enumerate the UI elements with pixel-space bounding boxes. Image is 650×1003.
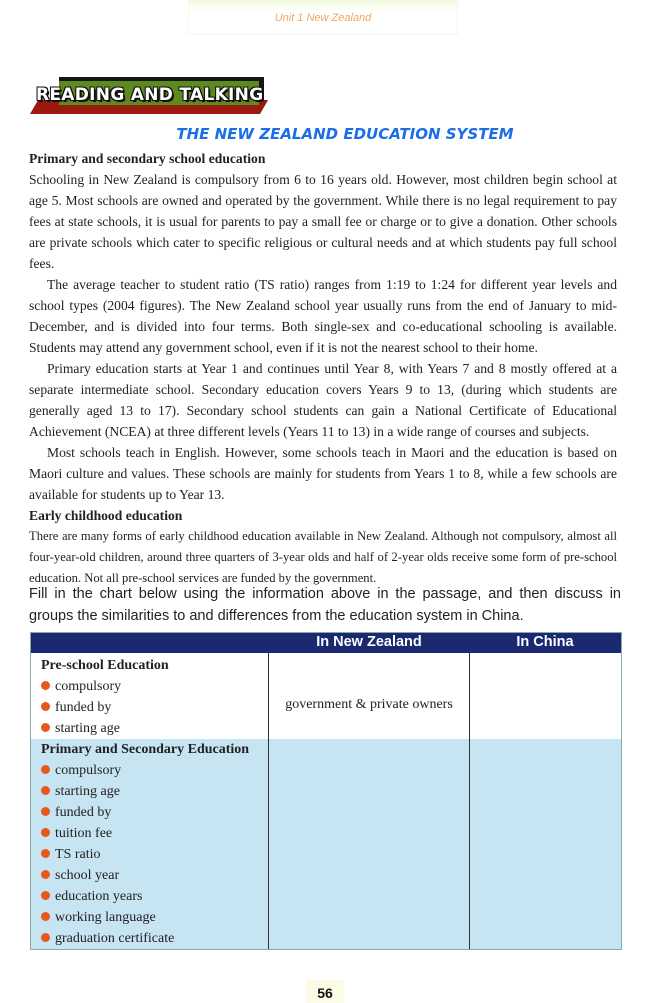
unit-title: Unit 1 New Zealand (274, 12, 372, 24)
paragraph: The average teacher to student ratio (TS ratio) ranges from 1:19 to 1:24 for different year levels and school types (2004 figures). The New Zealand school year usually runs from the end of January to mid-December, and is divided into four terms. Both single-sex and co-educational schooling is available. Students may attend any government school, even if it is not the nearest school to their home. (29, 277, 617, 355)
row-heading: Primary and Secondary Education (41, 742, 250, 757)
row-heading: Pre-school Education (41, 658, 169, 673)
table-row: working language (41, 907, 249, 928)
article-title: THE NEW ZEALAND EDUCATION SYSTEM (176, 125, 514, 143)
section-banner (24, 77, 300, 115)
unit-header (188, 0, 458, 35)
row-labels (41, 655, 249, 949)
column-header-china: In China (516, 634, 574, 650)
table-row: education years (41, 886, 249, 907)
comparison-table (30, 632, 622, 950)
cell-funded-by-nz: government & private owners (285, 697, 453, 712)
table-row: starting age (41, 781, 249, 802)
column-header-nz: In New Zealand (316, 634, 422, 650)
paragraph: Schooling in New Zealand is compulsory from 6 to 16 years old. However, most children begin school at age 5. Most schools are owned and operated by the government. While there is no legal requirement to pay fees at state schools, it is usual for parents to pay a small fee or charge or to give a donation. Other schools are private schools which cater to specific religious or cultural needs and at which students pay full school fees. (29, 172, 617, 271)
section-heading: Early childhood education (29, 508, 183, 523)
article-body (29, 148, 617, 589)
paragraph: Most schools teach in English. However, some schools teach in Maori and the education is based on Maori culture and values. These schools are mainly for students from Years 1 to 8, while a few schools are available for students up to Year 13. (29, 445, 617, 502)
instruction: Fill in the chart below using the information above in the passage, and then discuss in groups the similarities to and differences from the education system in China. (29, 586, 621, 624)
table-row: funded by (41, 802, 249, 823)
table-row: tuition fee (41, 823, 249, 844)
paragraph: There are many forms of early childhood education available in New Zealand. Although not compulsory, almost all four-year-old children, around three quarters of 3-year olds and half of 2-year olds receive some form of pre-school education. Not all pre-school services are funded by the government. (29, 529, 617, 585)
table-row: starting age (41, 718, 249, 739)
paragraph: Primary education starts at Year 1 and continues until Year 8, with Years 7 and 8 mostly offered at a separate intermediate school. Secondary education covers Years 9 to 13, (during which students are generally aged 13 to 17). Secondary school students can gain a National Certificate of Educational Achievement (NCEA) at three different levels (Years 11 to 13) in a wide range of courses and subjects. (29, 361, 617, 439)
table-row: TS ratio (41, 844, 249, 865)
banner-label: READING AND TALKING (36, 85, 264, 105)
table-header (31, 633, 621, 653)
table-row: funded by (41, 697, 249, 718)
page-number: 56 (317, 985, 333, 1001)
table-row: compulsory (41, 760, 249, 781)
section-heading: Primary and secondary school education (29, 151, 266, 166)
page-number-box (306, 980, 344, 1003)
table-row: graduation certificate (41, 928, 249, 949)
table-row: school year (41, 865, 249, 886)
table-row: compulsory (41, 676, 249, 697)
